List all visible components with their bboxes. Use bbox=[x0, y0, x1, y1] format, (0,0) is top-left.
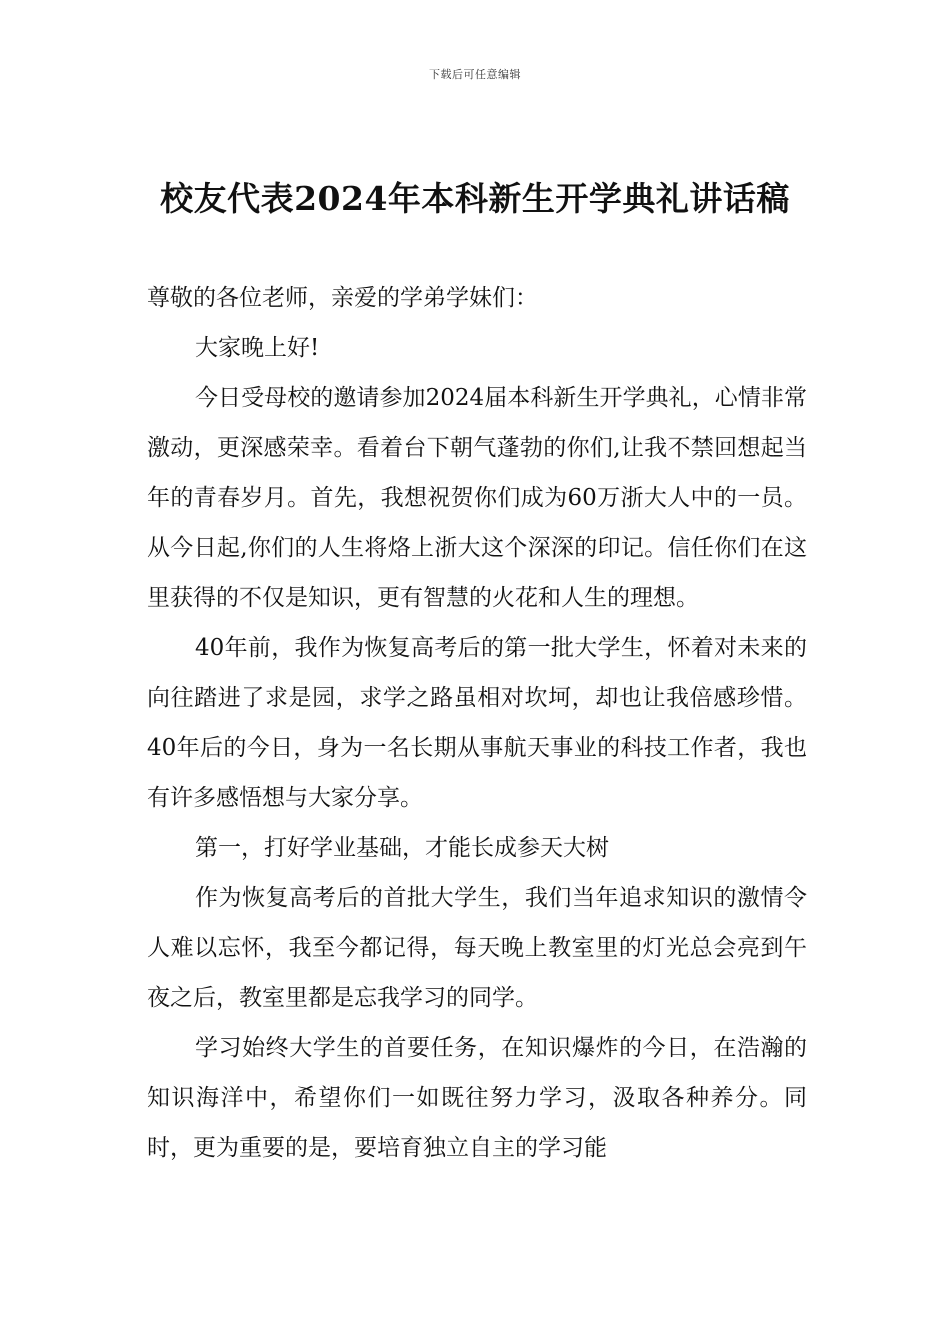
paragraph-study-task: 学习始终大学生的首要任务，在知识爆炸的今日，在浩瀚的知识海洋中，希望你们一如既往努力学习，汲取各种养分。同时，更为重要的是，要培育独立自主的学习能 bbox=[147, 1035, 807, 1161]
salutation: 尊敬的各位老师，亲爱的学弟学妹们： bbox=[147, 285, 538, 311]
header-note: 下载后可任意编辑 bbox=[429, 68, 521, 81]
paragraph-first-batch: 作为恢复高考后的首批大学生，我们当年追求知识的激情令人难以忘怀，我至今都记得，每天晚上教室里的灯光总会亮到午夜之后，教室里都是忘我学习的同学。 bbox=[147, 885, 807, 1011]
document-title: 校友代表2024年本科新生开学典礼讲话稿 bbox=[160, 179, 790, 218]
section-heading-first: 第一，打好学业基础，才能长成参天大树 bbox=[195, 835, 609, 861]
paragraph-forty-years: 40年前，我作为恢复高考后的第一批大学生，怀着对未来的向往踏进了求是园，求学之路虽相对坎坷，却也让我倍感珍惜。40年后的今日，身为一名长期从事航天事业的科技工作者，我也有许多感悟想与大家分享。 bbox=[147, 635, 807, 811]
document-body bbox=[147, 273, 807, 1173]
paragraph-greeting: 大家晚上好! bbox=[195, 335, 320, 361]
paragraph-intro: 今日受母校的邀请参加2024届本科新生开学典礼，心情非常激动，更深感荣幸。看着台下朝气蓬勃的你们,让我不禁回想起当年的青春岁月。首先，我想祝贺你们成为60万浙大人中的一员。从今日起,你们的人生将烙上浙大这个深深的印记。信任你们在这里获得的不仅是知识，更有智慧的火花和人生的理想。 bbox=[147, 385, 807, 611]
